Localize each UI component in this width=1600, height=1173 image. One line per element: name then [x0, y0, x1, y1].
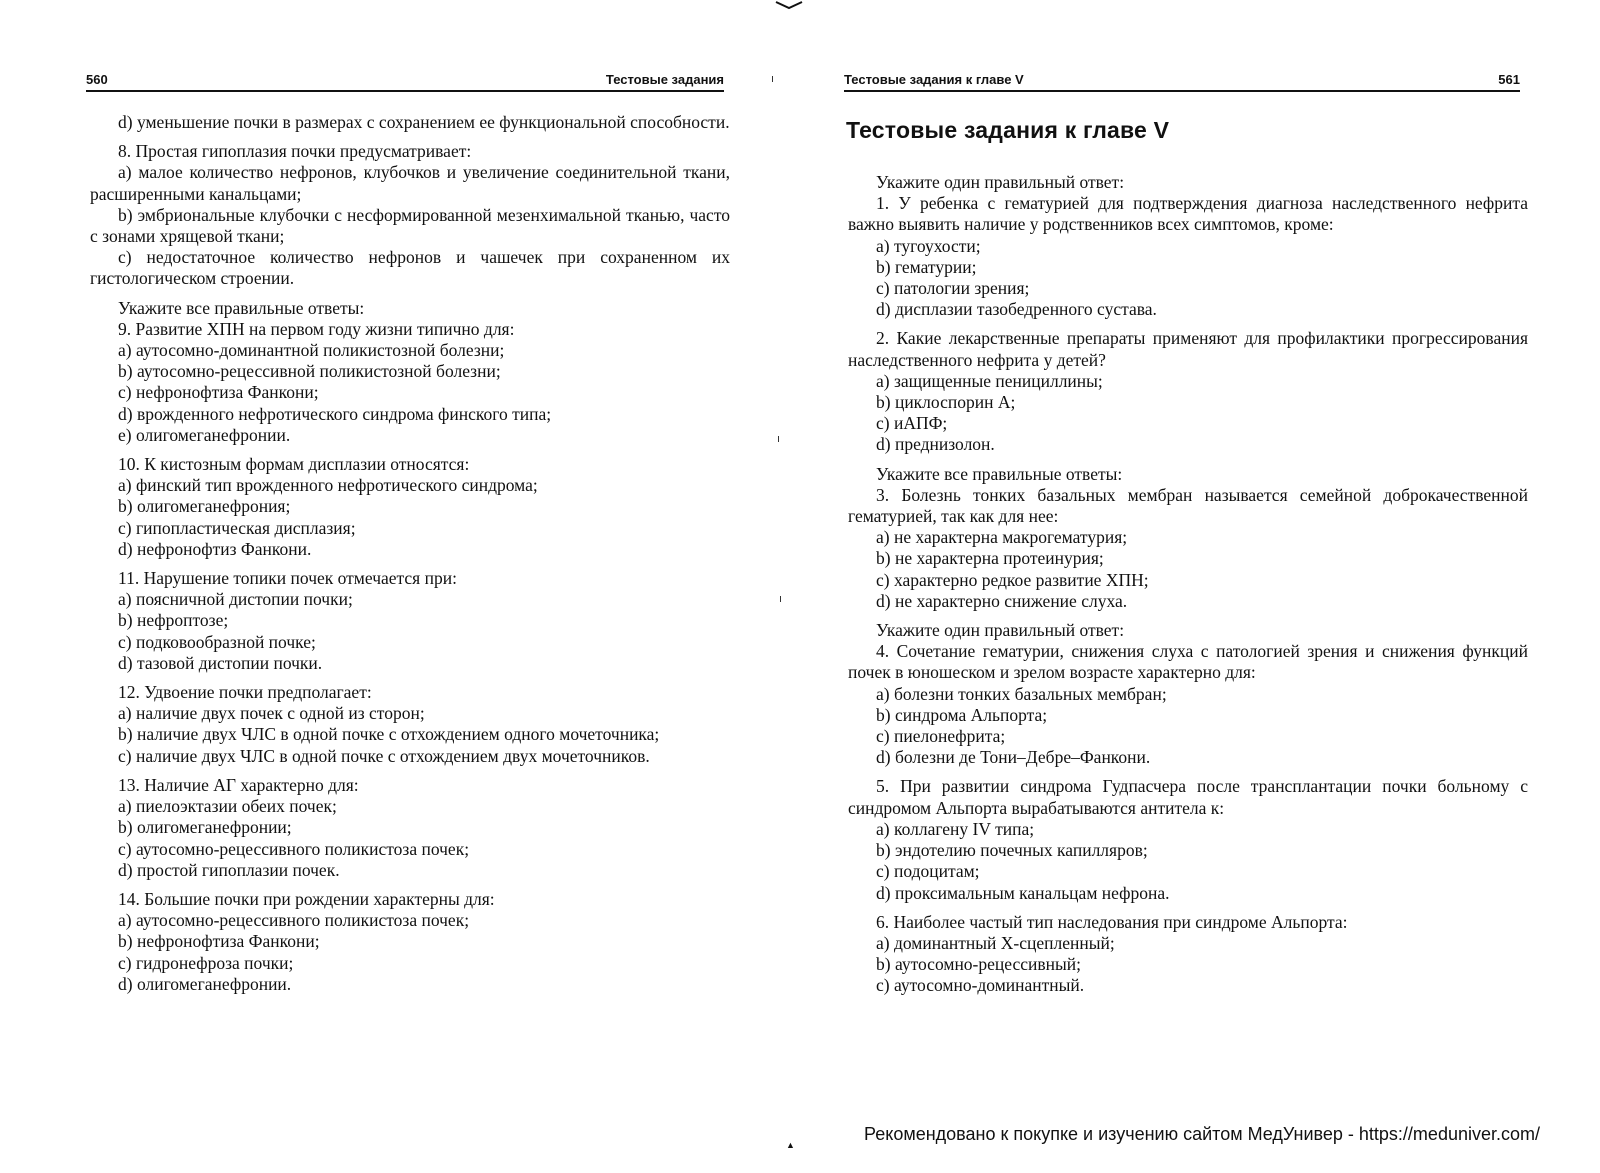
question-text: 13. Наличие АГ характерно для:: [118, 774, 359, 795]
answer-option: a) аутосомно-доминантной поликистозной болезни;: [118, 340, 505, 361]
answer-option: d) дисплазии тазобедренного сустава.: [876, 299, 1157, 320]
answer-option: c) характерно редкое развитие ХПН;: [876, 569, 1149, 590]
question-text: 14. Большие почки при рождении характерны для:: [118, 888, 495, 909]
answer-option: a) болезни тонких базальных мембран;: [876, 683, 1167, 704]
answer-option: c) пиелонефрита;: [876, 726, 1006, 747]
page-number: 560: [86, 72, 108, 87]
answer-option: b) наличие двух ЧЛС в одной почке с отхождением одного мочеточника;: [118, 724, 660, 745]
running-title: Тестовые задания: [605, 72, 724, 87]
answer-option: a) малое количество нефронов, клубочков и увеличение соединительной ткани, расширенными канальцами;: [90, 162, 730, 204]
gutter-tick: [780, 596, 781, 602]
answer-option: b) аутосомно-рецессивной поликистозной болезни;: [118, 361, 501, 382]
answer-option: d) олигомеганефронии.: [118, 973, 292, 994]
chapter-title: Тестовые задания к главе V: [846, 117, 1170, 143]
answer-option: c) гидронефроза почки;: [118, 952, 294, 973]
answer-option: b) аутосомно-рецессивный;: [876, 954, 1081, 975]
answer-option: e) олигомеганефронии.: [118, 424, 291, 445]
answer-option: c) гипопластическая дисплазия;: [118, 517, 356, 538]
answer-option: b) олигомеганефрония;: [118, 496, 291, 517]
answer-option: c) патологии зрения;: [876, 278, 1030, 299]
answer-option: d) тазовой дистопии почки.: [118, 652, 323, 673]
question-block: [90, 889, 730, 995]
answer-option: c) аутосомно-доминантный.: [876, 975, 1085, 996]
question-block: [90, 112, 730, 133]
gutter-tick: [772, 76, 773, 82]
answer-option: a) защищенные пенициллины;: [876, 370, 1103, 391]
answer-option: d) простой гипоплазии почек.: [118, 859, 340, 880]
answer-option: b) гематурии;: [876, 256, 977, 277]
footer-recommendation: Рекомендовано к покупке и изучению сайтом МедУнивер - https://meduniver.com/: [864, 1124, 1540, 1144]
answer-option: b) циклоспорин А;: [876, 392, 1016, 413]
question-text: 11. Нарушение топики почек отмечается при:: [118, 568, 457, 589]
answer-option: c) подоцитам;: [876, 861, 980, 882]
question-text: 1. У ребенка с гематурией для подтверждения диагноза наследственного нефрита важно выявить наличие у родственников всех симптомов, кроме:: [848, 193, 1528, 235]
answer-option: d) уменьшение почки в размерах с сохранением ее функциональной способности.: [118, 112, 730, 132]
question-text: 4. Сочетание гематурии, снижения слуха с патологией зрения и снижения функций почек в юношеском и зрелом возрасте характерно для:: [848, 641, 1528, 683]
answer-option: c) аутосомно-рецессивного поликистоза почек;: [118, 838, 470, 859]
question-text: 12. Удвоение почки предполагает:: [118, 682, 372, 703]
answer-option: b) нефронофтиза Фанкони;: [118, 931, 320, 952]
question-block: [848, 912, 1528, 997]
answer-option: b) эмбриональные клубочки с несформированной мезенхимальной тканью, часто с зонами хрящевой ткани;: [90, 204, 730, 247]
question-block: [848, 464, 1528, 612]
answer-option: a) коллагену IV типа;: [876, 818, 1035, 839]
instruction-text: Укажите все правильные ответы:: [876, 463, 1123, 484]
answer-option: c) подковообразной почке;: [118, 631, 316, 652]
answer-option: d) болезни де Тони–Дебре–Фанкони.: [876, 747, 1151, 768]
question-block: [90, 682, 730, 767]
question-block: [90, 141, 730, 289]
answer-option: b) нефроптозе;: [118, 610, 229, 631]
page-number: 561: [1498, 72, 1520, 87]
answer-option: a) поясничной дистопии почки;: [118, 589, 353, 610]
answer-option: a) аутосомно-рецессивного поликистоза почек;: [118, 910, 470, 931]
answer-option: b) эндотелию почечных капилляров;: [876, 840, 1148, 861]
question-text: 3. Болезнь тонких базальных мембран называется семейной доброкачественной гематурией, так как для нее:: [848, 484, 1528, 527]
question-block: [90, 568, 730, 674]
answer-option: c) иАПФ;: [876, 413, 948, 434]
answer-option: b) не характерна протеинурия;: [876, 548, 1104, 569]
question-block: [848, 172, 1528, 320]
right-page-body: [848, 172, 1528, 1005]
instruction-text: Укажите один правильный ответ:: [876, 620, 1125, 641]
question-text: 2. Какие лекарственные препараты применяют для профилактики прогрессирования наследственного нефрита у детей?: [848, 328, 1528, 370]
left-page-body: [90, 112, 730, 1003]
question-text: 6. Наиболее частый тип наследования при синдроме Альпорта:: [876, 911, 1348, 932]
question-block: [848, 776, 1528, 903]
question-block: [90, 454, 730, 560]
question-text: 10. К кистозным формам дисплазии относятся:: [118, 454, 470, 475]
gutter-tick: [778, 436, 779, 442]
answer-option: b) синдрома Альпорта;: [876, 704, 1048, 725]
question-block: [848, 620, 1528, 768]
question-text: 8. Простая гипоплазия почки предусматривает:: [118, 141, 472, 162]
instruction-text: Укажите один правильный ответ:: [876, 172, 1125, 192]
answer-option: a) не характерна макрогематурия;: [876, 527, 1128, 548]
answer-option: d) нефронофтиз Фанкони.: [118, 538, 312, 559]
question-block: [90, 775, 730, 881]
answer-option: c) наличие двух ЧЛС в одной почке с отхождением двух мочеточников.: [118, 745, 650, 766]
answer-option: a) пиелоэктазии обеих почек;: [118, 796, 337, 817]
running-title: Тестовые задания к главе V: [844, 72, 1024, 87]
question-text: 5. При развитии синдрома Гудпасчера после трансплантации почки больному с синдромом Альпорта вырабатываются антитела к:: [848, 776, 1528, 818]
answer-option: d) проксимальным канальцам нефрона.: [876, 882, 1170, 903]
answer-option: a) наличие двух почек с одной из сторон;: [118, 703, 425, 724]
answer-option: a) тугоухости;: [876, 235, 981, 256]
right-page: [800, 0, 1600, 1173]
answer-option: c) недостаточное количество нефронов и чашечек при сохраненном их гистологическом строении.: [90, 247, 730, 289]
answer-option: d) не характерно снижение слуха.: [876, 590, 1128, 611]
answer-option: a) финский тип врожденного нефротического синдрома;: [118, 475, 538, 496]
running-head-right: [844, 66, 1520, 92]
question-block: [90, 298, 730, 446]
question-text: 9. Развитие ХПН на первом году жизни типично для:: [118, 318, 515, 339]
answer-option: d) преднизолон.: [876, 434, 995, 455]
running-head-left: [86, 66, 724, 92]
answer-option: d) врожденного нефротического синдрома финского типа;: [118, 403, 552, 424]
answer-option: a) доминантный Х-сцепленный;: [876, 932, 1115, 953]
instruction-text: Укажите все правильные ответы:: [118, 297, 365, 318]
triangle-mark-icon: ▲: [786, 1140, 795, 1150]
answer-option: c) нефронофтиза Фанкони;: [118, 382, 319, 403]
question-block: [848, 328, 1528, 455]
answer-option: b) олигомеганефронии;: [118, 817, 292, 838]
